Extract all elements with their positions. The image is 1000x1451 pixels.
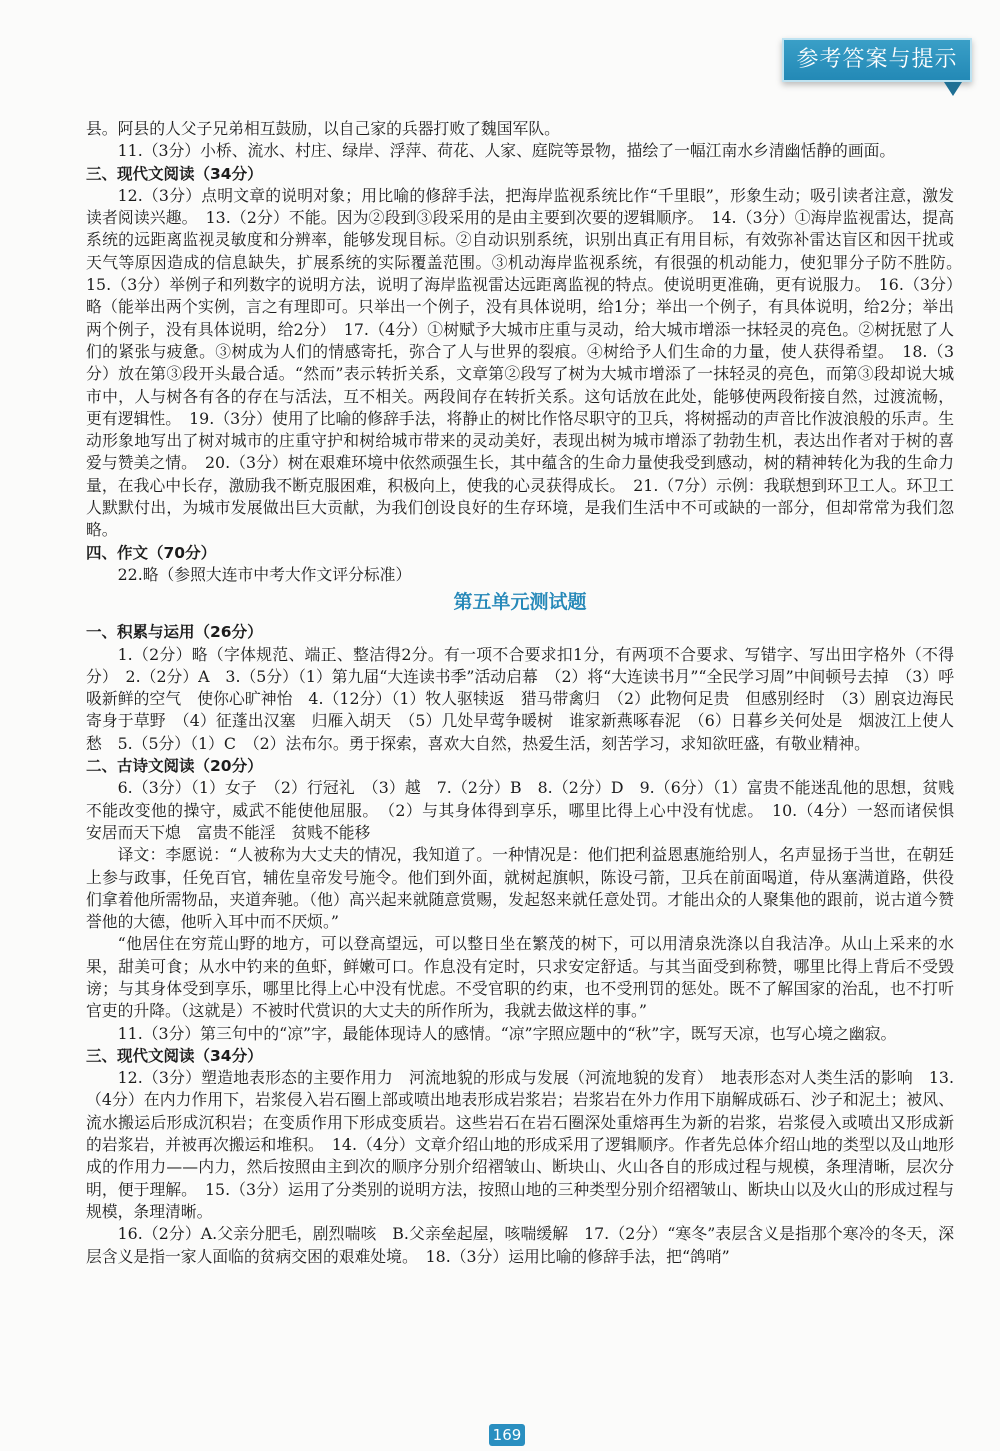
section-heading: 三、现代文阅读（34分）	[86, 1046, 263, 1065]
answer-paragraph: 16.（2分）A.父亲分肥毛，剧烈喘咳 B.父亲垒起屋，咳喘缓解 17.（2分）“寒冬”表层含义是指那个寒冷的冬天，深层含义是指一家人面临的贫病交困的艰难处境。 18.（3分）运用比喻的修辞手法，把“鸽哨”	[86, 1224, 954, 1266]
answer-content	[86, 118, 970, 1268]
answer-paragraph: 11.（3分）第三句中的“凉”字，最能体现诗人的感情。“凉”字照应题中的“秋”字，既写天凉，也写心境之幽寂。	[117, 1023, 897, 1043]
answer-paragraph: 11.（3分）小桥、流水、村庄、绿岸、浮萍、荷花、人家、庭院等景物，描绘了一幅江南水乡清幽恬静的画面。	[117, 141, 896, 161]
answer-paragraph: 1.（2分）略（字体规范、端正、整洁得2分。有一项不合要求扣1分，有两项不合要求、写错字、写出田字格外（不得分） 2.（2分）A 3.（5分）（1）第九届“大连读书季”活动启幕 （2）将“大连读书月”“全民学习周”中间顿号去掉 （3）呼吸新鲜的空气 使你心旷神怡 4.（12分）（1）牧人驱犊返 猎马带禽归 （2）此物何足贵 但感别经时 （3）剧哀边海民 寄身于草野 （4）征蓬出汉塞 归雁入胡天 （5）几处早莺争暖树 谁家新燕啄春泥 （6）日暮乡关何处是 烟波江上使人愁 5.（5分）（1）C （2）法布尔。勇于探索，喜欢大自然，热爱生活，刻苦学习，求知欲旺盛，有敬业精神。	[86, 644, 970, 753]
answer-paragraph: 6.（3分）（1）女子 （2）行冠礼 （3）越 7.（2分）B 8.（2分）D 9.（6分）（1）富贵不能迷乱他的思想，贫贱不能改变他的操守，威武不能使他屈服。 （2）与其身体得到享乐，哪里比得上心中没有忧虑。 10.（4分）一怒而诸侯惧 安居而天下熄 富贵不能淫 贫贱不能移	[86, 778, 970, 842]
answer-paragraph: 县。阿县的人父子兄弟相互鼓励，以自己家的兵器打败了魏国军队。	[86, 119, 560, 138]
section-heading: 一、积累与运用（26分）	[86, 623, 263, 642]
answer-paragraph: 12.（3分）塑造地表形态的主要作用力 河流地貌的形成与发展（河流地貌的发育） 地表形态对人类生活的影响 13.（4分）在内力作用下，岩浆侵入岩石圈上部或喷出地表形成岩浆岩；岩浆岩在外力作用下崩解成砾石、沙子和泥土；被风、流水搬运后形成沉积岩；在变质作用下形成变质岩。这些岩石在岩石圈深处重熔再生为新的岩浆，岩浆侵入或喷出又形成新的岩浆岩，并被再次搬运和堆积。 14.（4分）文章介绍山地的形成采用了逻辑顺序。作者先总体介绍山地的类型以及山地形成的作用力——内力，然后按照由主到次的顺序分别介绍褶皱山、断块山、火山各自的形成过程与规模，条理清晰，层次分明，便于理解。 15.（3分）运用了分类别的说明方法，按照山地的三种类型分别介绍褶皱山、断块山以及火山的形成过程与规模，条理清晰。	[86, 1068, 954, 1221]
section-heading: 四、作文（70分）	[86, 543, 217, 562]
unit-title: 第五单元测试题	[453, 591, 587, 614]
section-heading: 三、现代文阅读（34分）	[86, 164, 263, 183]
answer-paragraph: 12.（3分）点明文章的说明对象；用比喻的修辞手法，把海岸监视系统比作“千里眼”，形象生动；吸引读者注意，激发读者阅读兴趣。 13.（2分）不能。因为②段到③段采用的是由主要到次要的逻辑顺序。 14.（3分）①海岸监视雷达，提高系统的远距离监视灵敏度和分辨率，能够发现目标。②自动识别系统，识别出真正有用目标，有效弥补雷达盲区和因干扰或天气等原因造成的信息缺失，扩展系统的实际覆盖范围。③机动海岸监视系统，有很强的机动能力，使犯罪分子防不胜防。 15.（3分）举例子和列数字的说明方法，说明了海岸监视雷达远距离监视的特点。使说明更准确，更有说服力。 16.（3分）略（能举出两个实例，言之有理即可。只举出一个例子，没有具体说明，给1分；举出一个例子，有具体说明，给2分；举出两个例子，没有具体说明，给2分） 17.（4分）①树赋予大城市庄重与灵动，给大城市增添一抹轻灵的亮色。②树抚慰了人们的紧张与疲惫。③树成为人们的情感寄托，弥合了人与世界的裂痕。④树给予人们生命的力量，使人获得希望。 18.（3分）放在第③段开头最合适。“然而”表示转折关系，文章第②段写了树为大城市增添了一抹轻灵的亮色，而第③段却说大城市中，人与树各有各的存在与活法，互不相关。两段间存在转折关系。这句话放在此处，能够使两段衔接自然，过渡流畅，更有逻辑性。 19.（3分）使用了比喻的修辞手法，将静止的树比作恪尽职守的卫兵，将树摇动的声音比作波浪般的乐声。生动形象地写出了树对城市的庄重守护和树给城市带来的灵动美好，表现出树为城市增添了勃勃生机，表达出作者对于树的喜爱与赞美之情。 20.（3分）树在艰难环境中依然顽强生长，其中蕴含的生命力量使我受到感动，树的精神转化为我的生命力量，在我心中长存，激励我不断克服困难，积极向上，使我的心灵获得成长。 21.（7分）示例：我联想到环卫工人。环卫工人默默付出，为城市发展做出巨大贡献，为我们创设良好的生存环境，是我们生活中不可或缺的一部分，但却常常为我们忽略。	[86, 185, 970, 540]
answer-paragraph: “他居住在穷荒山野的地方，可以登高望远，可以整日坐在繁茂的树下，可以用清泉洗涤以自我洁净。从山上采来的水果，甜美可食；从水中钓来的鱼虾，鲜嫩可口。作息没有定时，只求安定舒适。与其当面受到称赞，哪里比得上背后不受毁谤；与其身体受到享乐，哪里比得上心中没有忧虑。不受官职的约束，也不受刑罚的惩处。既不了解国家的治乱，也不打听官吏的升降。（这就是）不被时代赏识的大丈夫的所作所为，我就去做这样的事。”	[86, 934, 954, 1021]
section-header-tab: 参考答案与提示	[782, 38, 972, 82]
answer-paragraph: 22.略（参照大连市中考大作文评分标准）	[117, 564, 412, 584]
page-number: 169	[489, 1424, 525, 1446]
section-heading: 二、古诗文阅读（20分）	[86, 757, 263, 776]
answer-paragraph: 译文：李愿说：“人被称为大丈夫的情况，我知道了。一种情况是：他们把利益恩惠施给别人，名声显扬于当世，在朝廷上参与政事，任免百官，辅佐皇帝发号施令。他们到外面，就树起旗帜，陈设弓箭，卫兵在前面喝道，侍从塞满道路，供役们拿着他所需物品，夹道奔驰。（他）高兴起来就随意赏赐，发起怒来就任意处罚。才能出众的人聚集他的跟前，说古道今赞誉他的大德，他听入耳中而不厌烦。”	[86, 845, 954, 932]
